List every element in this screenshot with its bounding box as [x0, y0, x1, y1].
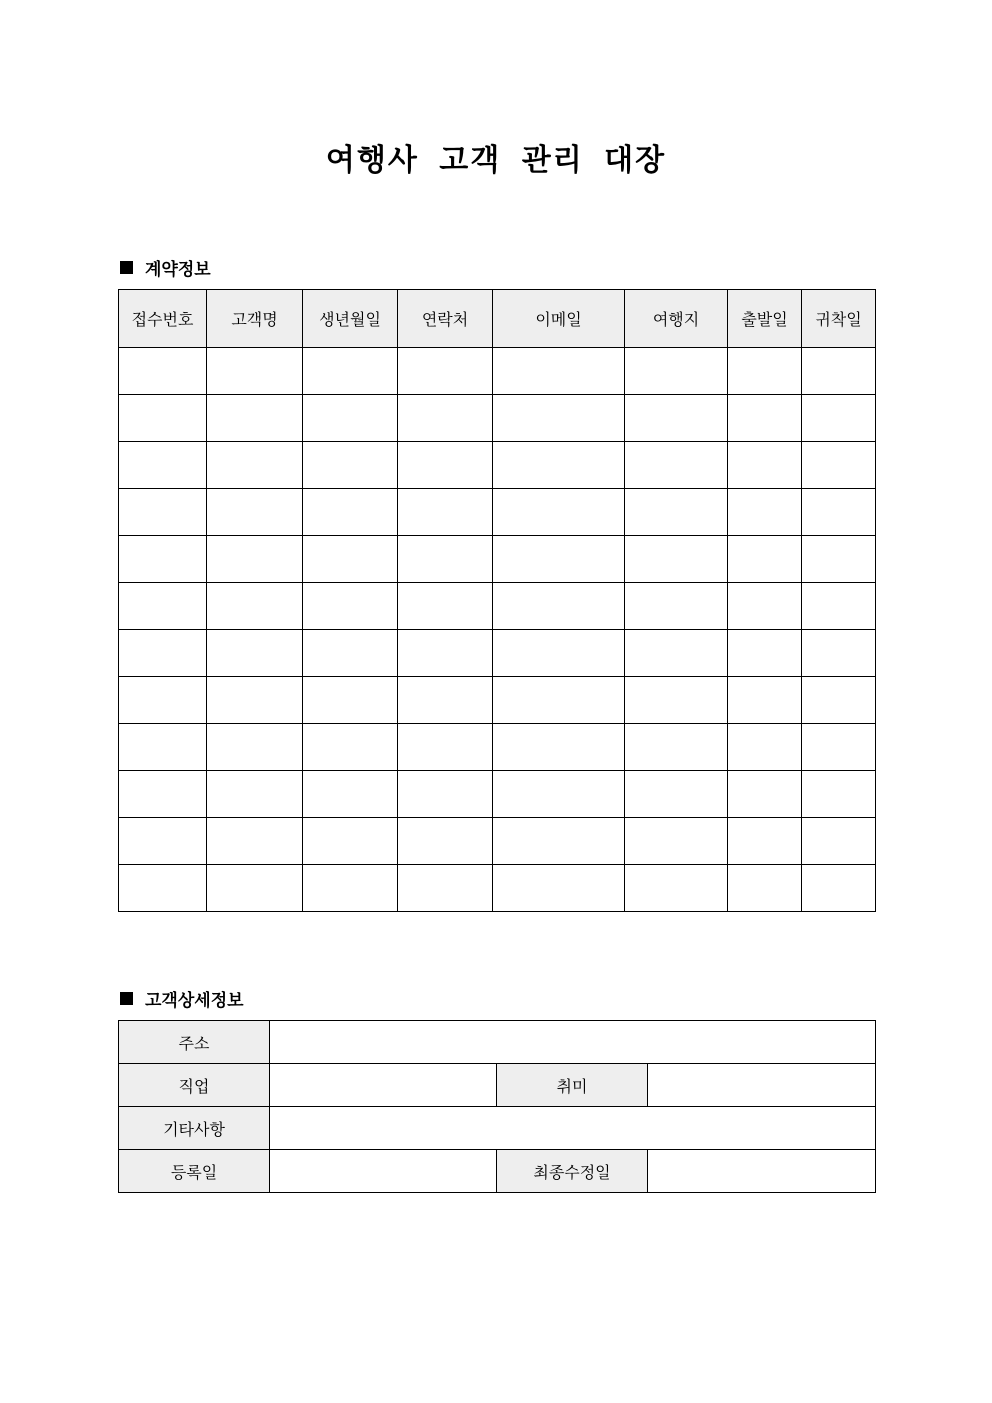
table-cell[interactable] — [728, 771, 802, 818]
table-cell[interactable] — [207, 489, 303, 536]
table-row — [119, 865, 876, 912]
table-cell[interactable] — [303, 536, 398, 583]
table-cell[interactable] — [119, 583, 207, 630]
table-cell[interactable] — [207, 818, 303, 865]
table-cell[interactable] — [119, 442, 207, 489]
hobby-field[interactable] — [648, 1064, 876, 1107]
table-cell[interactable] — [207, 395, 303, 442]
table-cell[interactable] — [493, 818, 625, 865]
table-cell[interactable] — [303, 630, 398, 677]
table-cell[interactable] — [625, 771, 728, 818]
table-cell[interactable] — [802, 395, 876, 442]
column-header-departure-date: 출발일 — [728, 290, 802, 348]
table-cell[interactable] — [625, 818, 728, 865]
table-row — [119, 489, 876, 536]
table-row — [119, 771, 876, 818]
table-cell[interactable] — [207, 442, 303, 489]
table-cell[interactable] — [303, 724, 398, 771]
table-cell[interactable] — [625, 442, 728, 489]
table-cell[interactable] — [625, 865, 728, 912]
table-cell[interactable] — [119, 771, 207, 818]
table-cell[interactable] — [493, 489, 625, 536]
table-cell[interactable] — [625, 677, 728, 724]
table-cell[interactable] — [802, 489, 876, 536]
table-cell[interactable] — [119, 536, 207, 583]
column-header-receipt-number: 접수번호 — [119, 290, 207, 348]
table-cell[interactable] — [802, 348, 876, 395]
customer-detail-table — [118, 1020, 876, 1193]
table-cell[interactable] — [398, 536, 493, 583]
column-header-customer-name: 고객명 — [207, 290, 303, 348]
table-cell[interactable] — [802, 677, 876, 724]
table-cell[interactable] — [398, 442, 493, 489]
table-cell[interactable] — [728, 489, 802, 536]
table-cell[interactable] — [493, 630, 625, 677]
table-cell[interactable] — [398, 724, 493, 771]
table-cell[interactable] — [728, 724, 802, 771]
table-row — [119, 442, 876, 489]
hobby-label: 취미 — [497, 1064, 648, 1107]
table-cell[interactable] — [625, 630, 728, 677]
table-cell[interactable] — [119, 677, 207, 724]
table-cell[interactable] — [398, 489, 493, 536]
table-cell[interactable] — [493, 395, 625, 442]
table-cell[interactable] — [493, 348, 625, 395]
table-cell[interactable] — [728, 818, 802, 865]
table-cell[interactable] — [119, 489, 207, 536]
table-cell[interactable] — [303, 677, 398, 724]
column-header-birth-date: 생년월일 — [303, 290, 398, 348]
table-cell[interactable] — [625, 583, 728, 630]
notes-label: 기타사항 — [119, 1107, 270, 1150]
job-field[interactable] — [270, 1064, 497, 1107]
table-cell[interactable] — [303, 489, 398, 536]
job-hobby-row — [119, 1064, 876, 1107]
table-cell[interactable] — [802, 536, 876, 583]
table-cell[interactable] — [728, 865, 802, 912]
table-cell[interactable] — [303, 583, 398, 630]
table-cell[interactable] — [625, 489, 728, 536]
table-cell[interactable] — [493, 724, 625, 771]
table-cell[interactable] — [398, 677, 493, 724]
address-row — [119, 1021, 876, 1064]
column-header-destination: 여행지 — [625, 290, 728, 348]
table-cell[interactable] — [398, 630, 493, 677]
table-cell[interactable] — [802, 442, 876, 489]
table-row — [119, 818, 876, 865]
table-cell[interactable] — [802, 818, 876, 865]
table-cell[interactable] — [398, 818, 493, 865]
table-cell[interactable] — [398, 395, 493, 442]
table-cell[interactable] — [119, 395, 207, 442]
table-row — [119, 724, 876, 771]
table-cell[interactable] — [802, 771, 876, 818]
table-cell[interactable] — [398, 865, 493, 912]
job-label: 직업 — [119, 1064, 270, 1107]
table-row — [119, 677, 876, 724]
detail-section-title: 고객상세정보 — [145, 991, 244, 1011]
table-cell[interactable] — [119, 348, 207, 395]
table-cell[interactable] — [802, 724, 876, 771]
table-cell[interactable] — [802, 630, 876, 677]
table-cell[interactable] — [802, 583, 876, 630]
table-cell[interactable] — [207, 536, 303, 583]
table-cell[interactable] — [493, 442, 625, 489]
table-cell[interactable] — [119, 818, 207, 865]
table-cell[interactable] — [493, 677, 625, 724]
address-label: 주소 — [119, 1021, 270, 1064]
table-cell[interactable] — [493, 865, 625, 912]
table-row — [119, 583, 876, 630]
table-cell[interactable] — [119, 724, 207, 771]
table-cell[interactable] — [207, 630, 303, 677]
table-cell[interactable] — [207, 583, 303, 630]
table-cell[interactable] — [207, 724, 303, 771]
table-cell[interactable] — [728, 677, 802, 724]
table-cell[interactable] — [493, 536, 625, 583]
table-cell[interactable] — [493, 771, 625, 818]
contract-header-row — [119, 290, 876, 348]
column-header-email: 이메일 — [493, 290, 625, 348]
contract-section-heading — [120, 255, 211, 280]
detail-section-heading — [120, 986, 244, 1011]
table-cell[interactable] — [728, 395, 802, 442]
table-row — [119, 395, 876, 442]
table-row — [119, 630, 876, 677]
table-cell[interactable] — [207, 865, 303, 912]
table-cell[interactable] — [728, 348, 802, 395]
last-modified-date-field[interactable] — [648, 1150, 876, 1193]
table-cell[interactable] — [207, 771, 303, 818]
table-cell[interactable] — [728, 583, 802, 630]
table-cell[interactable] — [303, 395, 398, 442]
column-header-return-date: 귀착일 — [802, 290, 876, 348]
table-cell[interactable] — [625, 395, 728, 442]
contract-table — [118, 289, 876, 912]
table-cell[interactable] — [398, 771, 493, 818]
dates-row — [119, 1150, 876, 1193]
table-cell[interactable] — [303, 771, 398, 818]
table-cell[interactable] — [398, 583, 493, 630]
registered-date-field[interactable] — [270, 1150, 497, 1193]
table-cell[interactable] — [728, 630, 802, 677]
table-cell[interactable] — [728, 442, 802, 489]
table-cell[interactable] — [625, 348, 728, 395]
table-cell[interactable] — [119, 865, 207, 912]
contract-section-title: 계약정보 — [145, 260, 211, 280]
table-cell[interactable] — [207, 677, 303, 724]
table-cell[interactable] — [303, 442, 398, 489]
notes-field[interactable] — [270, 1107, 876, 1150]
last-modified-date-label: 최종수정일 — [497, 1150, 648, 1193]
page-title: 여행사 고객 관리 대장 — [325, 143, 667, 178]
table-cell[interactable] — [303, 818, 398, 865]
table-cell[interactable] — [493, 583, 625, 630]
table-cell[interactable] — [303, 348, 398, 395]
notes-row — [119, 1107, 876, 1150]
table-cell[interactable] — [625, 724, 728, 771]
table-cell[interactable] — [802, 865, 876, 912]
table-cell[interactable] — [207, 348, 303, 395]
column-header-contact: 연락처 — [398, 290, 493, 348]
table-cell[interactable] — [625, 536, 728, 583]
square-bullet-icon — [120, 261, 133, 274]
square-bullet-icon — [120, 992, 133, 1005]
table-cell[interactable] — [119, 630, 207, 677]
registered-date-label: 등록일 — [119, 1150, 270, 1193]
table-cell[interactable] — [398, 348, 493, 395]
table-cell[interactable] — [303, 865, 398, 912]
table-row — [119, 536, 876, 583]
address-field[interactable] — [270, 1021, 876, 1064]
table-cell[interactable] — [728, 536, 802, 583]
table-row — [119, 348, 876, 395]
